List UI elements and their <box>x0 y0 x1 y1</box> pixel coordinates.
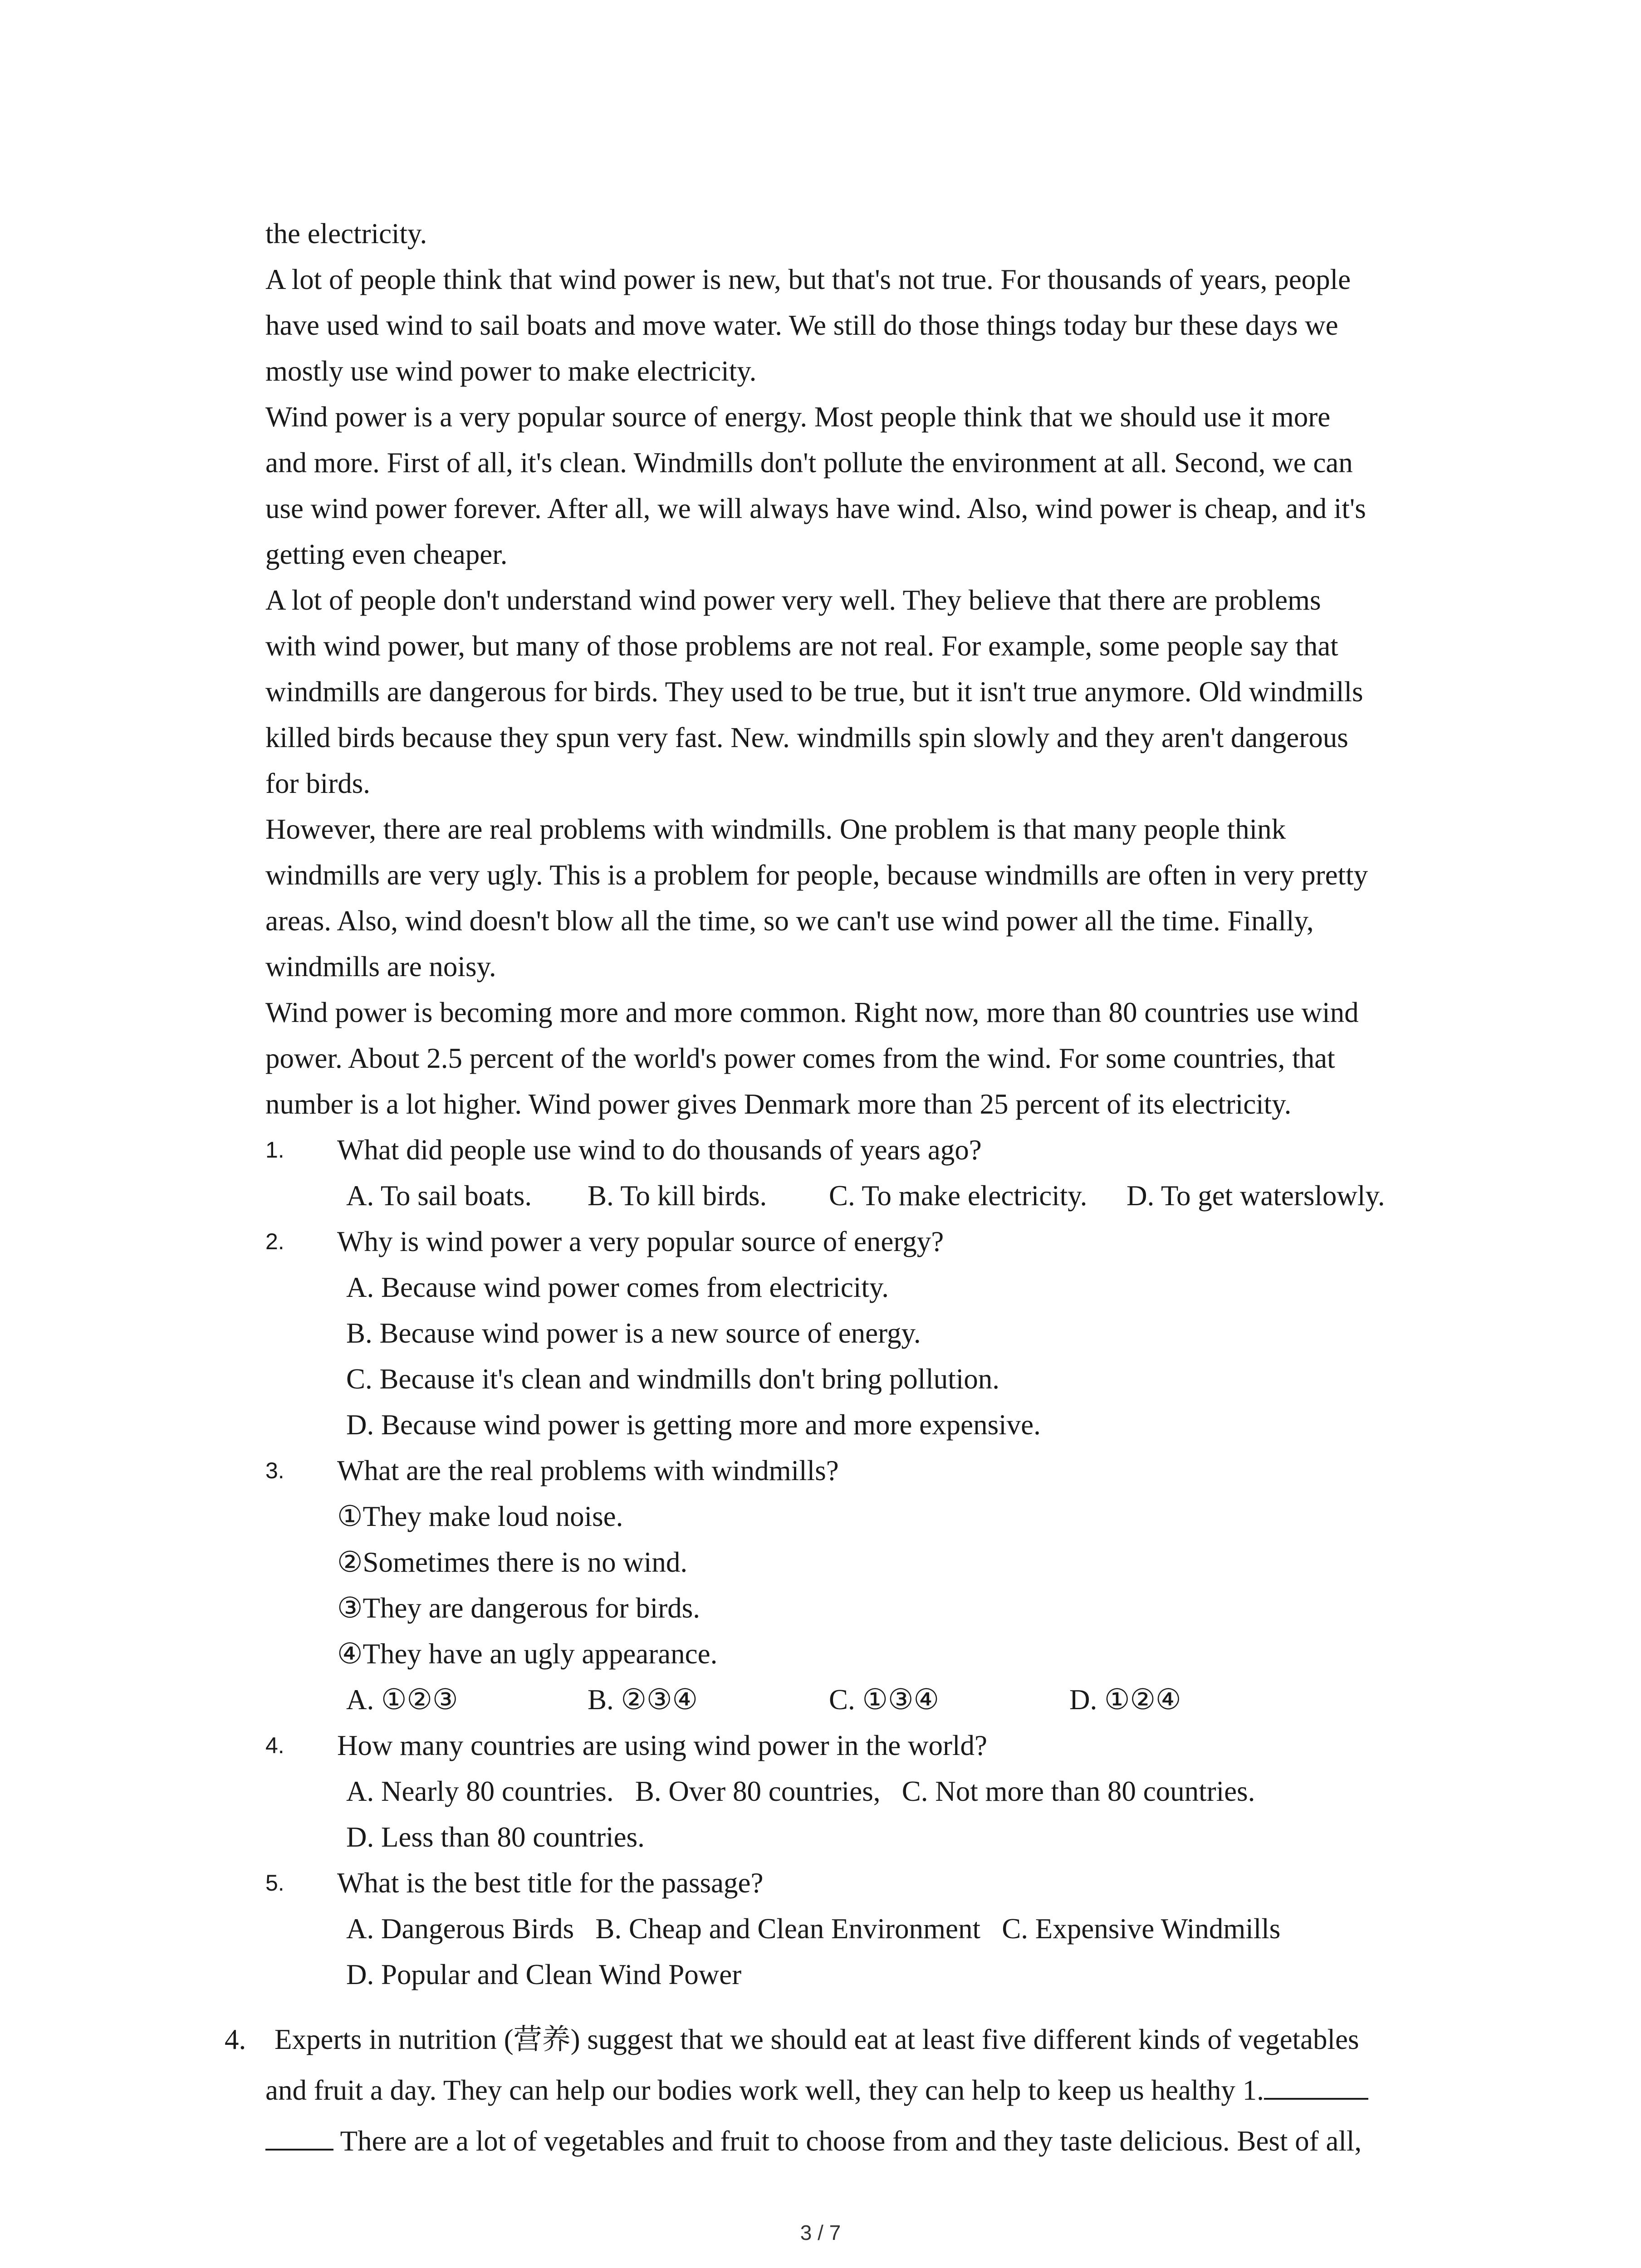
question-number: 5. <box>265 1870 284 1896</box>
question-1 <box>265 1127 1468 1173</box>
question-text: Why is wind power a very popular source of energy? <box>337 1226 944 1257</box>
passage-line: have used wind to sail boats and move water. We still do those things today bur these days we <box>265 309 1338 341</box>
option-a: A. Because wind power comes from electricity. <box>346 1271 889 1303</box>
passage-line: windmills are dangerous for birds. They used to be true, but it isn't true anymore. Old windmills <box>265 676 1363 708</box>
option-a: A. ①②③ <box>346 1684 458 1716</box>
options-line: A. Nearly 80 countries. B. Over 80 countries, C. Not more than 80 countries. <box>346 1775 1255 1807</box>
passage-line: However, there are real problems with windmills. One problem is that many people think <box>265 813 1286 845</box>
option-a: A. To sail boats. <box>346 1180 532 1212</box>
option-d: D. ①②④ <box>1069 1684 1181 1716</box>
question-2 <box>265 1219 1468 1265</box>
statement-1: ①They make loud noise. <box>337 1501 623 1532</box>
passage-line: Wind power is a very popular source of energy. Most people think that we should use it more <box>265 401 1331 433</box>
passage-line: A lot of people don't understand wind power very well. They believe that there are problems <box>265 584 1321 616</box>
question-number: 1. <box>265 1137 284 1163</box>
passage-line: getting even cheaper. <box>265 538 508 570</box>
passage-4-line-3 <box>225 2116 1477 2166</box>
passage-text: There are a lot of vegetables and fruit to choose from and they taste delicious. Best of all, <box>333 2125 1362 2157</box>
passage-line: and more. First of all, it's clean. Windmills don't pollute the environment at all. Second, we can <box>265 447 1353 479</box>
answer-blank-continued[interactable] <box>265 2123 333 2151</box>
passage-line: windmills are noisy. <box>265 951 496 982</box>
passage-number: 4. <box>225 2024 246 2055</box>
options-line: A. Dangerous Birds B. Cheap and Clean Environment C. Expensive Windmills <box>346 1913 1281 1945</box>
statement-2: ②Sometimes there is no wind. <box>337 1546 688 1578</box>
question-1-options <box>265 1173 1468 1219</box>
passage-4-line-2 <box>225 2065 1477 2116</box>
option-d: D. Less than 80 countries. <box>346 1821 645 1853</box>
option-c: C. To make electricity. <box>829 1180 1087 1212</box>
question-3 <box>265 1448 1468 1494</box>
question-text: How many countries are using wind power in the world? <box>337 1730 987 1761</box>
option-b: B. ②③④ <box>588 1684 698 1716</box>
question-5 <box>265 1860 1468 1906</box>
option-c: C. Because it's clean and windmills don't bring pollution. <box>346 1363 1000 1395</box>
question-3-options <box>265 1677 1468 1723</box>
passage-line: Wind power is becoming more and more common. Right now, more than 80 countries use wind <box>265 997 1359 1028</box>
statement-4: ④They have an ugly appearance. <box>337 1638 718 1670</box>
page-number: 3 / 7 <box>800 2221 841 2244</box>
question-text: What did people use wind to do thousands of years ago? <box>337 1134 982 1166</box>
passage-line: for birds. <box>265 767 370 799</box>
passage-4 <box>225 2014 1477 2166</box>
question-text: What is the best title for the passage? <box>337 1867 764 1899</box>
answer-blank[interactable] <box>1264 2072 1368 2100</box>
question-4 <box>265 1723 1468 1769</box>
option-c: C. ①③④ <box>829 1684 939 1716</box>
passage-line: the electricity. <box>265 218 427 249</box>
option-b: B. Because wind power is a new source of energy. <box>346 1317 921 1349</box>
reading-passage <box>265 211 1468 1998</box>
passage-line: with wind power, but many of those problems are not real. For example, some people say that <box>265 630 1338 662</box>
passage-text: Experts in nutrition (营养) suggest that we should eat at least five different kinds of vegetables <box>274 2024 1359 2055</box>
option-d: D. Because wind power is getting more and more expensive. <box>346 1409 1041 1441</box>
passage-text: and fruit a day. They can help our bodies work well, they can help to keep us healthy 1. <box>265 2074 1264 2106</box>
statement-3: ③They are dangerous for birds. <box>337 1592 700 1624</box>
passage-line: mostly use wind power to make electricity. <box>265 355 757 387</box>
passage-line: power. About 2.5 percent of the world's power comes from the wind. For some countries, that <box>265 1042 1335 1074</box>
passage-line: areas. Also, wind doesn't blow all the time, so we can't use wind power all the time. Finally, <box>265 905 1314 937</box>
passage-line: use wind power forever. After all, we will always have wind. Also, wind power is cheap, and it's <box>265 493 1366 524</box>
question-text: What are the real problems with windmills? <box>337 1455 839 1486</box>
passage-line: windmills are very ugly. This is a problem for people, because windmills are often in very pretty <box>265 859 1368 891</box>
option-d: D. To get waterslowly. <box>1127 1180 1385 1212</box>
question-number: 4. <box>265 1733 284 1758</box>
question-number: 3. <box>265 1458 284 1483</box>
option-b: B. To kill birds. <box>588 1180 767 1212</box>
passage-4-line-1 <box>225 2014 1477 2065</box>
option-d: D. Popular and Clean Wind Power <box>346 1959 742 1990</box>
passage-line: A lot of people think that wind power is new, but that's not true. For thousands of years, people <box>265 264 1351 295</box>
question-number: 2. <box>265 1229 284 1254</box>
passage-line: number is a lot higher. Wind power gives Denmark more than 25 percent of its electricity. <box>265 1088 1292 1120</box>
passage-line: killed birds because they spun very fast. New. windmills spin slowly and they aren't dangerous <box>265 722 1348 753</box>
